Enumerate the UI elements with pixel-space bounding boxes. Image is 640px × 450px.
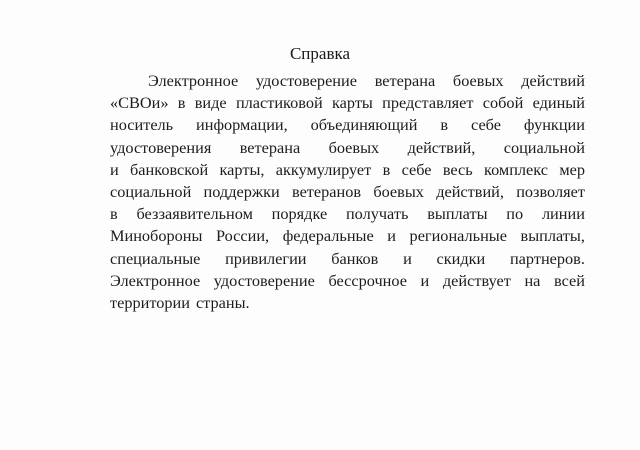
word: информации, [196, 115, 288, 135]
word: Электронное [148, 71, 239, 90]
word: карты [332, 93, 373, 113]
word: в [382, 159, 391, 179]
word: выплаты, [520, 226, 585, 246]
word: единый [532, 93, 585, 113]
word: себе [471, 115, 501, 135]
paragraph-line [110, 70, 585, 92]
word: России, [215, 226, 270, 246]
word: удостоверения [110, 137, 212, 157]
word: боевых [452, 71, 504, 90]
word: банковской [130, 159, 209, 179]
word: по [506, 204, 524, 224]
word: бессрочное [328, 270, 407, 290]
word: действий, [436, 181, 504, 201]
word: боевых [373, 181, 424, 201]
word: ветеранов [291, 181, 362, 201]
word: и [403, 248, 412, 268]
document-body [110, 70, 585, 314]
word: федеральные [282, 226, 374, 246]
word: получать [345, 204, 409, 224]
word: функции [523, 115, 585, 135]
word: банков [331, 248, 379, 268]
word: виде [194, 93, 227, 113]
word: объединяющий [310, 115, 418, 135]
word: скидки [436, 248, 486, 268]
word: действий, [407, 137, 476, 157]
word: Электронное [110, 270, 201, 290]
word: «СВОи» [110, 93, 169, 113]
paragraph-line [110, 137, 585, 159]
word: на [524, 270, 541, 290]
word: удостоверение [213, 270, 315, 290]
word: комплекс [484, 159, 549, 179]
word: аккумулирует [275, 159, 372, 179]
word: страны. [195, 292, 250, 312]
word: действий [521, 71, 585, 90]
word: ветерана [374, 71, 436, 90]
word: территории [110, 292, 190, 312]
paragraph-line [110, 225, 585, 247]
word: линии [541, 204, 585, 224]
word: и [420, 270, 430, 290]
word: партнеров. [509, 248, 585, 268]
word: ветерана [239, 137, 301, 157]
word: выплаты [427, 204, 488, 224]
word: позволяет [516, 181, 585, 201]
word: социальной [503, 137, 585, 157]
word: носитель [110, 115, 174, 135]
paragraph-line [110, 92, 585, 114]
paragraph-line [110, 181, 585, 203]
paragraph-line [110, 248, 585, 270]
word: боевых [328, 137, 380, 157]
word: привилегии [225, 248, 307, 268]
word: и [387, 226, 396, 246]
word: и [110, 159, 119, 179]
word: весь [442, 159, 473, 179]
word: в [177, 93, 186, 113]
paragraph-line [110, 292, 585, 314]
word: беззаявительном [136, 204, 253, 224]
word: поддержки [203, 181, 280, 201]
word: себе [401, 159, 432, 179]
word: всей [554, 270, 585, 290]
word: социальной [110, 181, 192, 201]
paragraph-line [110, 159, 585, 181]
word: удостоверение [255, 71, 357, 90]
word: собой [482, 93, 524, 113]
word: Минобороны [110, 226, 203, 246]
word: специальные [110, 248, 201, 268]
paragraph-line [110, 203, 585, 225]
word: мер [559, 159, 585, 179]
word: карты, [219, 159, 265, 179]
word: действует [442, 270, 511, 290]
word: региональные [409, 226, 507, 246]
word: в [440, 115, 449, 135]
paragraph-line [110, 270, 585, 292]
word: представляет [382, 93, 474, 113]
document-title: Справка [289, 44, 351, 63]
word: в [110, 204, 118, 224]
paragraph-line [110, 114, 585, 136]
word: порядке [271, 204, 328, 224]
word: пластиковой [235, 93, 323, 113]
